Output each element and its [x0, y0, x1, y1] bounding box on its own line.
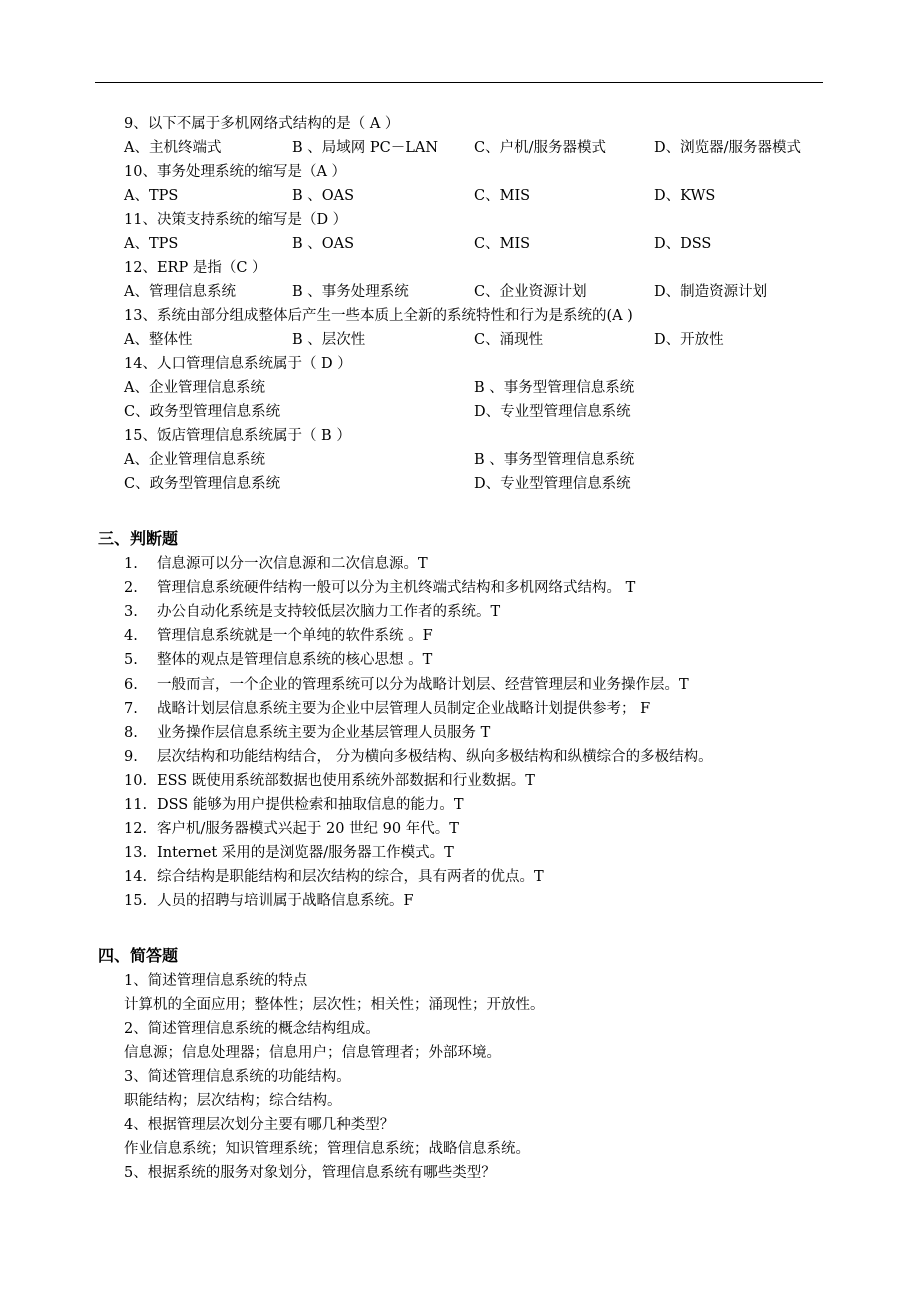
option-b: B 、事务处理系统 [292, 284, 409, 300]
item-number: 15. [124, 893, 148, 909]
statement: ESS 既使用系统部数据也使用系统外部数据和行业数据。T [157, 773, 535, 789]
statement: 综合结构是职能结构和层次结构的综合，具有两者的优点。T [157, 869, 544, 885]
short-answer-question: 5、根据系统的服务对象划分，管理信息系统有哪些类型？ [124, 1165, 496, 1181]
statement: Internet 采用的是浏览器/服务器工作模式。T [157, 845, 454, 861]
section-heading-true-false: 三、判断题 [98, 529, 179, 548]
option-d: D、制造资源计划 [654, 284, 768, 300]
item-number: 6. [124, 677, 138, 693]
option-b: B 、OAS [292, 236, 355, 252]
option-a: A、整体性 [124, 332, 193, 348]
statement: 整体的观点是管理信息系统的核心思想 。T [157, 652, 433, 668]
question-12: 12、ERP 是指（C ） [124, 260, 267, 276]
question-9: 9、以下不属于多机网络式结构的是（ A ） [124, 116, 400, 132]
question-14: 14、人口管理信息系统属于（ D ） [124, 356, 352, 372]
header-rule [95, 82, 823, 83]
question-13: 13、系统由部分组成整体后产生一些本质上全新的系统特性和行为是系统的(A ) [124, 308, 633, 324]
item-number: 12. [124, 821, 148, 837]
statement: 业务操作层信息系统主要为企业基层管理人员服务 T [157, 725, 491, 741]
option-b: B 、事务型管理信息系统 [474, 380, 635, 396]
option-d: D、专业型管理信息系统 [474, 404, 631, 420]
item-number: 9. [124, 749, 138, 765]
item-number: 14. [124, 869, 148, 885]
statement: 战略计划层信息系统主要为企业中层管理人员制定企业战略计划提供参考； F [157, 701, 651, 717]
question-11: 11、决策支持系统的缩写是（D ） [124, 212, 348, 228]
option-c: C、MIS [474, 236, 531, 252]
option-d: D、开放性 [654, 332, 724, 348]
item-number: 13. [124, 845, 148, 861]
option-b: B 、层次性 [292, 332, 366, 348]
option-a: A、管理信息系统 [124, 284, 236, 300]
statement: 层次结构和功能结构结合， 分为横向多极结构、纵向多极结构和纵横综合的多极结构。 [157, 749, 713, 765]
short-answer-question: 2、简述管理信息系统的概念结构组成。 [124, 1021, 380, 1037]
option-d: D、专业型管理信息系统 [474, 476, 631, 492]
option-c: C、MIS [474, 188, 531, 204]
item-number: 8. [124, 725, 138, 741]
option-c: C、户机/服务器模式 [474, 140, 606, 156]
item-number: 5. [124, 652, 138, 668]
item-number: 1. [124, 556, 138, 572]
option-d: D、KWS [654, 188, 716, 204]
item-number: 4. [124, 628, 138, 644]
short-answer-question: 1、简述管理信息系统的特点 [124, 973, 308, 989]
option-d: D、DSS [654, 236, 712, 252]
item-number: 7. [124, 701, 138, 717]
short-answer-answer: 计算机的全面应用；整体性；层次性；相关性；涌现性；开放性。 [124, 997, 545, 1013]
option-a: A、TPS [124, 236, 179, 252]
statement: 信息源可以分一次信息源和二次信息源。T [157, 556, 428, 572]
question-10: 10、事务处理系统的缩写是（A ） [124, 164, 347, 180]
option-d: D、浏览器/服务器模式 [654, 140, 802, 156]
section-heading-short-answer: 四、简答题 [98, 946, 179, 965]
option-a: A、企业管理信息系统 [124, 452, 265, 468]
statement: 客户机/服务器模式兴起于 20 世纪 90 年代。T [157, 821, 459, 837]
statement: 管理信息系统就是一个单纯的软件系统 。F [157, 628, 433, 644]
statement: 管理信息系统硬件结构一般可以分为主机终端式结构和多机网络式结构。 T [157, 580, 636, 596]
short-answer-answer: 信息源；信息处理器；信息用户；信息管理者；外部环境。 [124, 1045, 501, 1061]
statement: DSS 能够为用户提供检索和抽取信息的能力。T [157, 797, 464, 813]
short-answer-question: 3、简述管理信息系统的功能结构。 [124, 1069, 351, 1085]
item-number: 11. [124, 797, 148, 813]
statement: 人员的招聘与培训属于战略信息系统。F [157, 893, 414, 909]
item-number: 2. [124, 580, 138, 596]
statement: 办公自动化系统是支持较低层次脑力工作者的系统。T [157, 604, 501, 620]
item-number: 10. [124, 773, 148, 789]
short-answer-answer: 作业信息系统；知识管理系统；管理信息系统；战略信息系统。 [124, 1141, 530, 1157]
option-c: C、涌现性 [474, 332, 544, 348]
option-a: A、企业管理信息系统 [124, 380, 265, 396]
option-a: A、TPS [124, 188, 179, 204]
option-c: C、政务型管理信息系统 [124, 476, 281, 492]
option-c: C、政务型管理信息系统 [124, 404, 281, 420]
option-a: A、主机终端式 [124, 140, 222, 156]
short-answer-question: 4、根据管理层次划分主要有哪几种类型？ [124, 1117, 395, 1133]
question-15: 15、饭店管理信息系统属于（ B ） [124, 428, 351, 444]
option-b: B 、局域网 PC－LAN [292, 140, 439, 156]
short-answer-answer: 职能结构；层次结构；综合结构。 [124, 1093, 342, 1109]
option-c: C、企业资源计划 [474, 284, 587, 300]
option-b: B 、OAS [292, 188, 355, 204]
option-b: B 、事务型管理信息系统 [474, 452, 635, 468]
statement: 一般而言，一个企业的管理系统可以分为战略计划层、经营管理层和业务操作层。T [157, 677, 689, 693]
item-number: 3. [124, 604, 138, 620]
